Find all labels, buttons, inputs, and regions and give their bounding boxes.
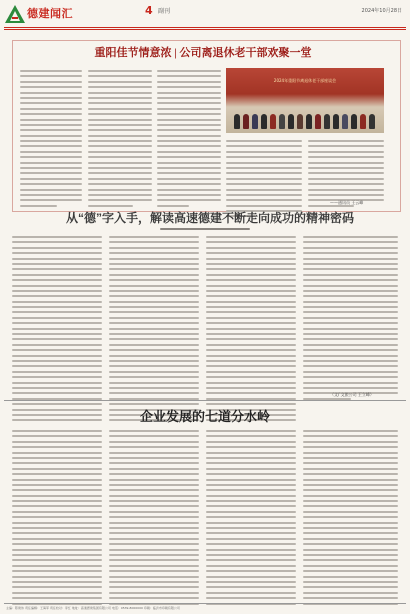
article3-title: 企业发展的七道分水岭: [139, 410, 270, 425]
article2-byline-bar: [160, 228, 250, 230]
brand-name: 德建闻汇: [27, 7, 73, 20]
page-number: 4: [145, 4, 153, 17]
article3-col3: [206, 430, 296, 608]
article3-col2: [109, 430, 199, 608]
masthead: [0, 0, 410, 30]
article1-photo: [226, 68, 384, 133]
article1-col1: [20, 70, 82, 210]
header-rule-thin: [4, 29, 406, 30]
article3-col4: [303, 430, 398, 608]
article2-col3: [206, 236, 296, 425]
header-rule: [4, 27, 406, 28]
article1-col2: [88, 70, 152, 210]
article2-author: （文/ 文旅公司 王立峰）: [330, 392, 374, 397]
article2-col1: [12, 236, 102, 425]
article1-col3: [157, 70, 221, 210]
article1-author: ——通讯员 王云峰: [330, 200, 364, 205]
article2-col4: [303, 236, 398, 403]
footer-rule: [4, 603, 406, 604]
article2-title: 从“德”字入手，解读高速德建不断走向成功的精神密码: [65, 211, 354, 225]
issue-date: 2024年10月28日: [361, 8, 402, 14]
article1-title: 重阳佳节情意浓 | 公司离退休老干部欢聚一堂: [94, 47, 312, 59]
article2-col2: [109, 236, 199, 425]
article1-photo-caption: 2024年重阳节离退休老干部座谈会: [273, 78, 337, 83]
footer-info: 主编：陈建伟 责任编辑：王海军 责任校对：李红 地址：高速德建集团有限公司 电话：0539-8000000 印刷：临沂市印刷有限公司: [6, 606, 180, 610]
divider: [4, 400, 406, 401]
article3-col1: [12, 430, 102, 608]
company-logo-icon: [4, 4, 26, 24]
section-label: 副刊: [158, 8, 171, 15]
